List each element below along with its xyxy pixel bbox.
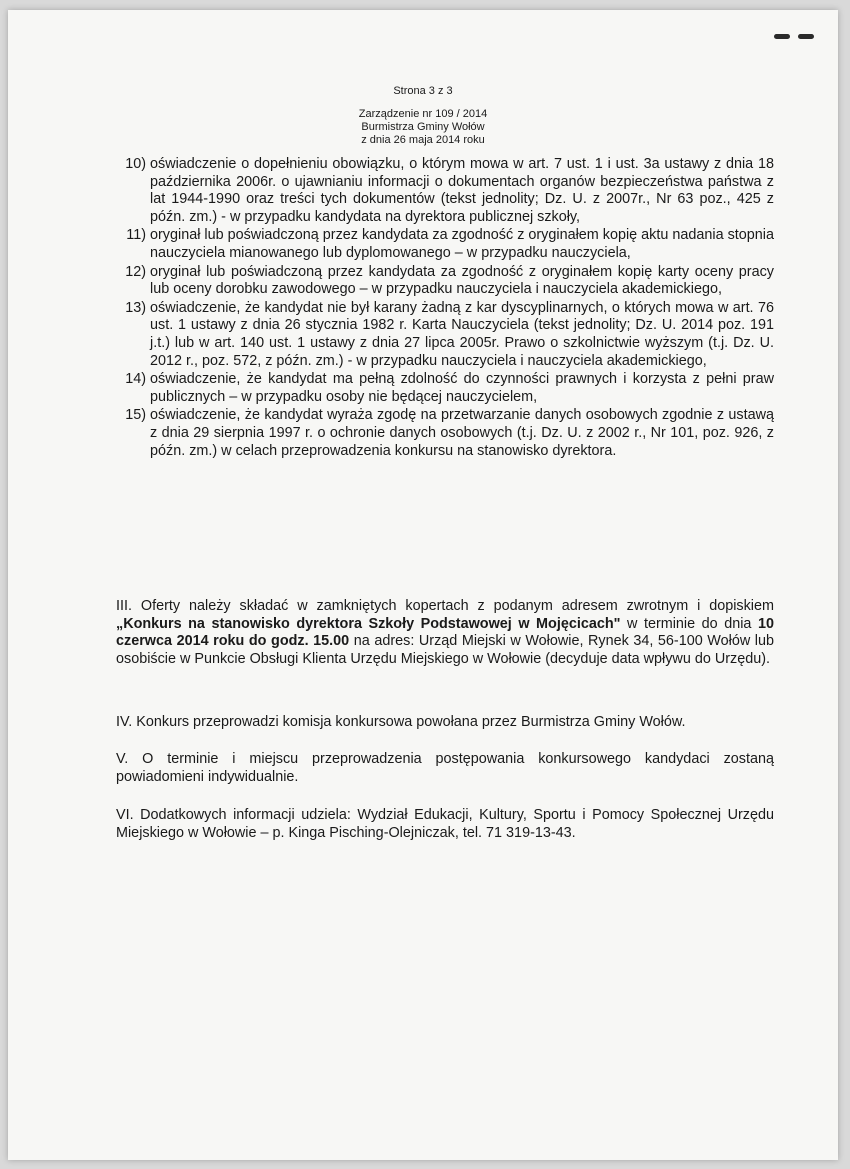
scan-mark [798, 34, 814, 39]
order-number: Zarządzenie nr 109 / 2014 [358, 108, 488, 120]
section-iii-text: na adres: Urząd Miejski w Wołowie, Rynek 34, 56-100 Wołów lub osobiście w Punkcie Obsługi Klienta Urzędu Miejskiego w Wołowie (decyduje data wpływu do Urzędu). [116, 633, 774, 667]
list-item [112, 300, 774, 370]
section-iii-text: III. Oferty należy składać w zamkniętych kopertach z podanym adresem zwrotnym i dopiskiem [116, 598, 774, 614]
list-item [112, 371, 774, 406]
section-iii-dopisek: „Konkurs na stanowisko dyrektora Szkoły Podstawowej w Mojęcicach" [116, 615, 621, 632]
item-number: 10) [125, 156, 146, 172]
item-number: 11) [126, 227, 146, 244]
page-number: Strona 3 z 3 [393, 85, 453, 97]
issuer: Burmistrza Gminy Wołów [361, 121, 485, 133]
item-number: 14) [125, 371, 146, 388]
order-date: z dnia 26 maja 2014 roku [361, 134, 485, 146]
section-vi: VI. Dodatkowych informacji udziela: Wydział Edukacji, Kultury, Sportu i Pomocy Społecznej Urzędu Miejskiego w Wołowie – p. Kinga Pisching-Olejniczak, tel. 71 319-13-43. [116, 807, 774, 841]
list-item [112, 156, 774, 226]
section-iii-deadline: 10 czerwca 2014 roku do godz. 15.00 [116, 615, 774, 650]
item-text: oświadczenie, że kandydat nie był karany żadną z kar dyscyplinarnych, o których mowa w art. 76 ust. 1 ustawy z dnia 26 stycznia 1982 r. Karta Nauczyciela (tekst jednolity; Dz. U. 2014 poz. 191 j.t.) lub w art. 140 ust. 1 ustawy z dnia 27 lipca 2005r. Prawo o szkolnictwie wyższym (t.j. Dz. U. 2012 r., poz. 572, z późn. zm.) - w przypadku nauczyciela i nauczyciela akademickiego, [150, 299, 774, 369]
section-iii-text: w terminie do dnia [620, 615, 758, 632]
list-item [112, 227, 774, 262]
item-text: oryginał lub poświadczoną przez kandydata za zgodność z oryginałem kopię aktu nadania stopnia nauczyciela mianowanego lub dyplomowanego – w przypadku nauczyciela, [150, 227, 774, 261]
list-item [112, 264, 774, 299]
item-number: 13) [125, 299, 146, 316]
item-text: oryginał lub poświadczoną przez kandydata za zgodność z oryginałem kopię karty oceny pracy lub oceny dorobku zawodowego – w przypadku nauczyciela i nauczyciela akademickiego, [150, 263, 774, 298]
item-text: oświadczenie, że kandydat wyraża zgodę na przetwarzanie danych osobowych zgodnie z ustawą z dnia 29 sierpnia 1997 r. o ochronie danych osobowych (t.j. Dz. U. z 2002 r., Nr 101, poz. 926, z późn. zm.) w celach przeprowadzenia konkursu na stanowisko dyrektora. [150, 407, 774, 459]
item-text: oświadczenie, że kandydat ma pełną zdolność do czynności prawnych i korzysta z pełni praw publicznych – w przypadku osoby nie będącej nauczycielem, [150, 371, 774, 405]
item-number: 15) [125, 407, 146, 424]
section-v: V. O terminie i miejscu przeprowadzenia postępowania konkursowego kandydaci zostaną powiadomieni indywidualnie. [116, 751, 774, 785]
scan-mark [774, 34, 790, 39]
section-iv: IV. Konkurs przeprowadzi komisja konkursowa powołana przez Burmistrza Gminy Wołów. [116, 714, 686, 730]
section-iii [116, 598, 774, 668]
document-page [8, 10, 838, 1160]
item-number: 12) [125, 263, 146, 280]
list-item [112, 407, 774, 460]
requirements-list [112, 156, 774, 461]
item-text: oświadczenie o dopełnieniu obowiązku, o którym mowa w art. 7 ust. 1 i ust. 3a ustawy z dnia 18 października 2006r. o ujawnianiu informacji o dokumentach organów bezpieczeństwa państwa z lat 1944-1990 oraz treści tych dokumentów (tekst jednolity; Dz. U. z 2007r., Nr 63 poz., 425 z późn. zm.) - w przypadku kandydata na dyrektora publicznej szkoły, [150, 156, 774, 225]
